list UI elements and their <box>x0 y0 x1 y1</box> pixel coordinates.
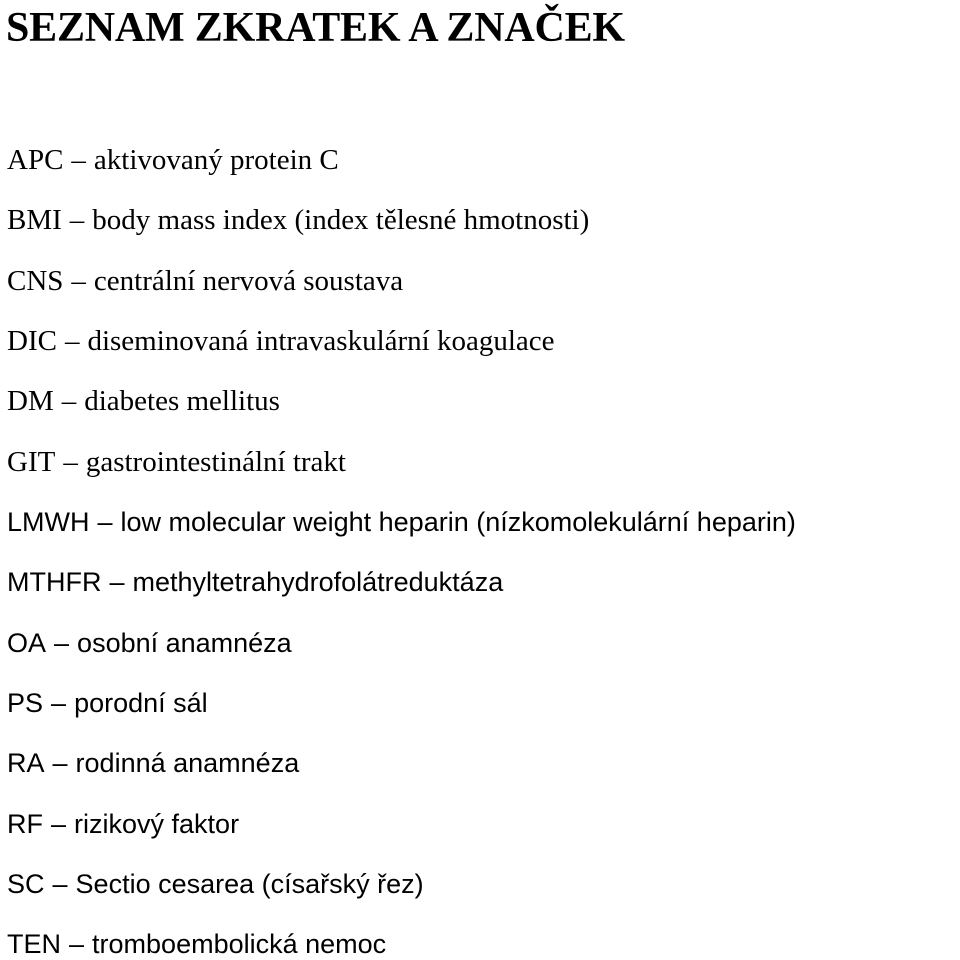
list-item-dic <box>7 311 796 371</box>
abbreviation: OA <box>7 627 47 658</box>
list-item-dm <box>7 371 796 431</box>
list-item-apc <box>7 130 796 190</box>
abbreviation-meaning: methyltetrahydrofolátreduktáza <box>132 567 504 598</box>
abbreviation: TEN <box>7 929 61 960</box>
dash-separator: – <box>69 204 85 237</box>
abbreviation-meaning: tromboembolická nemoc <box>92 929 387 960</box>
list-item-ra <box>7 733 796 793</box>
abbreviation: SC <box>7 869 45 900</box>
dash-separator: – <box>64 325 80 358</box>
abbreviation: BMI <box>7 204 62 237</box>
page-title: SEZNAM ZKRATEK A ZNAČEK <box>6 5 625 51</box>
dash-separator: – <box>61 385 77 418</box>
dash-separator: – <box>71 264 86 297</box>
dash-separator: – <box>51 688 67 719</box>
abbreviation-meaning: Sectio cesarea (císařský řez) <box>75 869 424 900</box>
abbreviation: DM <box>7 385 54 418</box>
abbreviation-list <box>7 130 796 960</box>
list-item-ten <box>7 914 796 960</box>
list-item-bmi <box>7 190 796 250</box>
abbreviation-meaning: body mass index (index tělesné hmotnosti) <box>92 204 590 237</box>
list-item-lmwh <box>7 492 796 552</box>
dash-separator: – <box>52 748 68 779</box>
dash-separator: – <box>109 567 125 598</box>
list-item-git <box>7 432 796 492</box>
abbreviation: CNS <box>7 264 64 297</box>
dash-separator: – <box>69 929 85 960</box>
abbreviation-meaning: aktivovaný protein C <box>93 144 339 177</box>
dash-separator: – <box>54 627 70 658</box>
abbreviation-meaning: rizikový faktor <box>74 808 240 839</box>
abbreviation: RA <box>7 748 45 779</box>
abbreviation: APC <box>7 144 64 177</box>
abbreviation: RF <box>7 808 43 839</box>
dash-separator: – <box>63 445 78 478</box>
abbreviation-meaning: diabetes mellitus <box>84 385 280 418</box>
dash-separator: – <box>52 869 68 900</box>
abbreviation: DIC <box>7 325 57 358</box>
list-item-rf <box>7 794 796 854</box>
abbreviation: GIT <box>7 445 56 478</box>
abbreviation-meaning: rodinná anamnéza <box>75 748 300 779</box>
dash-separator: – <box>97 507 113 538</box>
abbreviation-meaning: gastrointestinální trakt <box>85 445 346 478</box>
abbreviation-meaning: osobní anamnéza <box>77 627 292 658</box>
list-item-cns <box>7 251 796 311</box>
abbreviation: LMWH <box>7 507 90 538</box>
list-item-oa <box>7 613 796 673</box>
abbreviation-meaning: diseminovaná intravaskulární koagulace <box>87 325 555 358</box>
abbreviation: PS <box>7 688 44 719</box>
abbreviation-meaning: low molecular weight heparin (nízkomolekulární heparin) <box>120 507 796 538</box>
dash-separator: – <box>51 808 67 839</box>
abbreviation-meaning: centrální nervová soustava <box>93 264 404 297</box>
list-item-mthfr <box>7 552 796 612</box>
list-item-sc <box>7 854 796 914</box>
abbreviation: MTHFR <box>7 567 102 598</box>
abbreviation-meaning: porodní sál <box>74 688 208 719</box>
dash-separator: – <box>71 144 86 177</box>
list-item-ps <box>7 673 796 733</box>
